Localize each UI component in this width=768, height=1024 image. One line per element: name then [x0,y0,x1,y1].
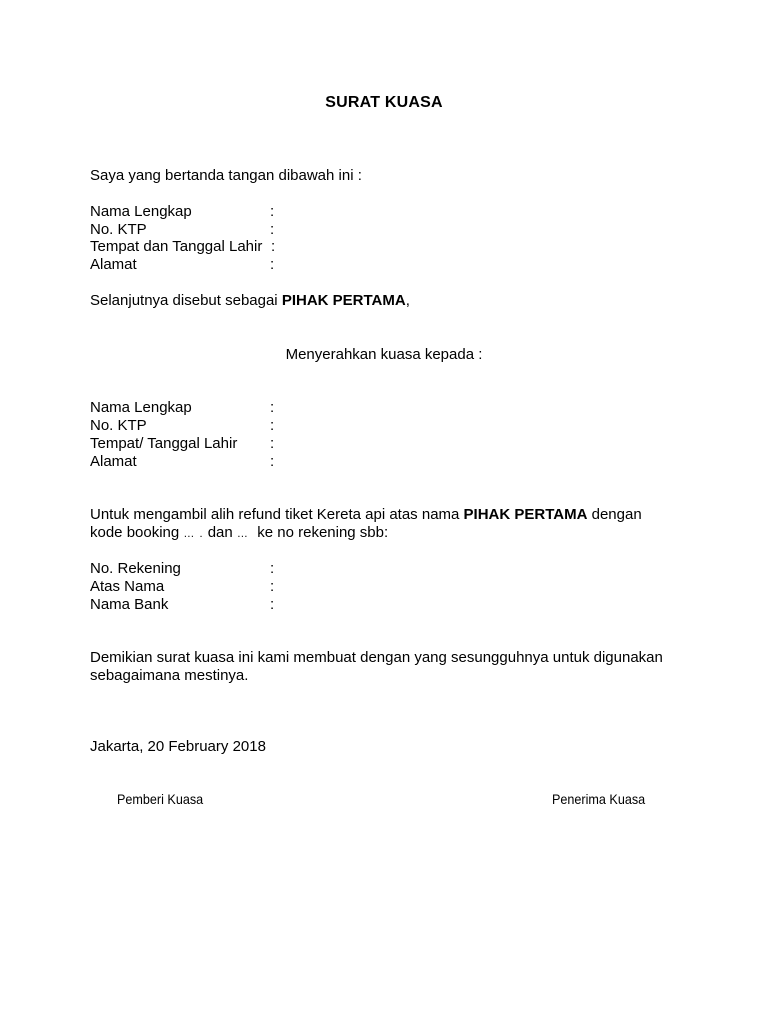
place-date: Jakarta, 20 February 2018 [90,738,266,755]
signature-receiver-label: Penerima Kuasa [552,791,646,807]
first-party-ktp-field [90,221,690,239]
field-label: Nama Lengkap [90,399,192,416]
signature-giver-label: Pemberi Kuasa [117,791,204,807]
handover-text: Menyerahkan kuasa kepada : [285,346,483,363]
designation-name: PIHAK PERTAMA [281,292,406,309]
field-label: Nama Bank [90,596,169,613]
field-label: Tempat/ Tanggal Lahir [90,435,238,452]
field-colon: : [270,256,275,273]
bank-name-field [90,596,690,614]
booking-code-placeholder: … . [183,528,204,540]
purpose-line-2 [90,524,388,543]
field-colon: : [270,596,275,613]
field-colon: : [270,417,275,434]
account-intro: ke no rekening sbb: [248,524,389,541]
field-label: Tempat dan Tanggal Lahir [90,238,263,255]
closing-line-2: sebagaimana mestinya. [90,667,249,684]
field-label: Alamat [90,256,137,273]
second-party-name-field [90,399,690,417]
bank-account-number-field [90,560,690,578]
first-party-birth-field [90,238,690,256]
booking-label: kode booking [90,524,184,541]
intro-text: Saya yang bertanda tangan dibawah ini : [90,167,362,184]
field-colon: : [270,435,275,452]
field-label: No. Rekening [90,560,181,577]
purpose-prefix: Untuk mengambil alih refund tiket Kereta api atas nama [90,506,464,523]
first-party-address-field [90,256,690,274]
field-colon: : [270,578,275,595]
booking-code-placeholder-2: … [236,528,249,540]
bank-account-holder-field [90,578,690,596]
field-colon: : [270,399,275,416]
field-colon: : [270,221,275,238]
field-label: Alamat [90,453,137,470]
purpose-suffix: dengan [587,506,642,523]
field-label: Atas Nama [90,578,165,595]
field-label: Nama Lengkap [90,203,192,220]
first-party-name-field [90,203,690,221]
second-party-address-field [90,453,690,471]
field-colon: : [270,453,275,470]
field-label: No. KTP [90,417,147,434]
purpose-line-1 [90,506,642,524]
purpose-party-name: PIHAK PERTAMA [463,506,588,523]
field-colon: : [270,560,275,577]
field-label: No. KTP [90,221,147,238]
designation-suffix: , [405,292,410,309]
closing-line-1: Demikian surat kuasa ini kami membuat dengan yang sesungguhnya untuk digunakan [90,649,663,666]
field-colon: : [270,203,275,220]
document-title: SURAT KUASA [325,94,443,111]
first-party-designation [90,292,410,310]
designation-prefix: Selanjutnya disebut sebagai [90,292,282,309]
second-party-ktp-field [90,417,690,435]
field-colon: : [271,238,276,255]
second-party-birth-field [90,435,690,453]
booking-and: dan [203,524,237,541]
